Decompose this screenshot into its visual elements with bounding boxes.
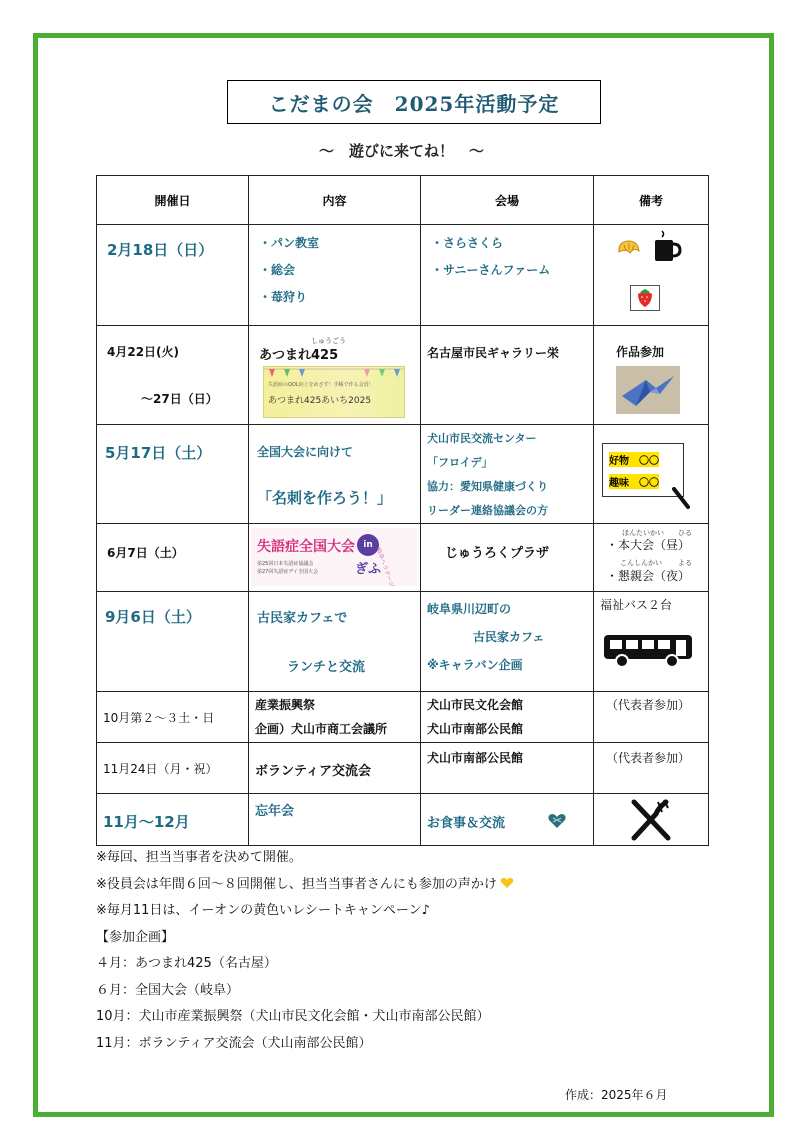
venue-item: 岐阜県川辺町の	[427, 602, 512, 616]
note-text: 作品参加	[616, 345, 665, 359]
venue-item: じゅうろくプラザ	[445, 546, 550, 561]
content-item: 古民家カフェで	[257, 611, 348, 626]
venue-item: 協力：愛知県健康づくり	[427, 480, 548, 493]
table-row	[97, 692, 709, 743]
row-date: 4月22日(火)	[107, 345, 180, 359]
note-line: ４月：あつまれ425（名古屋）	[96, 956, 277, 971]
note-line-text: ※役員会は年間６回～８回開催し、担当当事者さんにも参加の声かけ	[96, 876, 497, 892]
row-date: 11月～12月	[103, 813, 190, 831]
venue-item: 犬山市南部公民館	[427, 722, 524, 736]
page-subtitle: ～ 遊びに来てね！ ～	[318, 142, 484, 160]
origami-crane-icon	[616, 366, 680, 414]
row-date: 11月24日（月・祝）	[103, 762, 218, 776]
content-item: 「名刺を作ろう！」	[257, 489, 393, 507]
row-date: 9月6日（土）	[105, 608, 201, 626]
note-line: ６月：全国大会（岐阜）	[96, 982, 240, 998]
national-convention-banner	[251, 528, 417, 589]
content-item: ボランティア交流会	[255, 764, 371, 779]
note-line: ※毎回、担当当事者を決めて開催。	[96, 850, 302, 865]
table-header-row	[97, 176, 709, 225]
content-item: 企画）犬山市商工会議所	[255, 722, 388, 736]
note-text: （代表者参加）	[606, 698, 691, 712]
note-ruby: こんしんかい	[620, 559, 662, 567]
note-text: （代表者参加）	[606, 751, 691, 765]
bunting-flags-icon	[264, 367, 404, 381]
note-line: 10月：犬山市産業振興祭（犬山市民文化会館・犬山市南部公民館）	[96, 1009, 490, 1024]
banner-side: 岐阜ヘリテージ	[374, 546, 396, 589]
schedule-table	[96, 175, 709, 846]
row-date-end: ～27日（日）	[141, 392, 218, 406]
notes-section	[96, 848, 514, 1060]
table-row	[97, 743, 709, 794]
row-date: 10月第２～３土・日	[103, 711, 215, 725]
table-row	[97, 326, 709, 425]
header-content: 内容	[249, 176, 421, 225]
table-row	[97, 592, 709, 692]
venue-item: ・さらさくら	[431, 236, 504, 250]
banner-sub: 第25回日本失語症協議会	[257, 561, 314, 567]
venue-item: ※キャラバン企画	[427, 658, 523, 672]
note-ruby: ひる	[678, 529, 692, 537]
content-ruby: しゅうごう	[311, 337, 346, 345]
header-note: 備考	[594, 176, 709, 225]
atsumare-425-banner	[263, 366, 405, 418]
venue-item: 古民家カフェ	[473, 630, 545, 644]
row-date: 2月18日（日）	[107, 241, 214, 259]
card-line: 趣味 〇〇	[609, 474, 659, 489]
venue-item: 犬山市民文化会館	[427, 698, 524, 712]
table-row	[97, 524, 709, 592]
coffee-mug-icon	[652, 229, 682, 263]
pen-icon	[672, 487, 690, 509]
row-date: 6月7日（土）	[107, 546, 184, 560]
content-item: ・総会	[259, 263, 296, 277]
note-line: ※毎月11日は、イーオンの黄色いレシートキャンペーン♪	[96, 903, 430, 918]
bus-icon	[602, 632, 694, 670]
content-item: 全国大会に向けて	[257, 445, 354, 459]
banner-sub: 第27回失語症デイ全国大会	[257, 569, 319, 575]
venue-item: お食事＆交流	[427, 816, 506, 831]
note-ruby: よる	[678, 559, 692, 567]
venue-item: 「フロイデ」	[427, 456, 493, 469]
note-text: 福祉バス２台	[600, 598, 673, 612]
note-line: 【参加企画】	[96, 929, 175, 945]
content-item: ・パン教室	[259, 236, 320, 250]
content-item: ・苺狩り	[259, 290, 308, 304]
header-date: 開催日	[97, 176, 249, 225]
table-row	[97, 225, 709, 326]
note-ruby: ほんたいかい	[622, 529, 664, 537]
content-item: 忘年会	[255, 804, 295, 819]
yellow-heart-icon	[500, 877, 514, 889]
content-item: 産業振興祭	[255, 698, 316, 712]
content-title: あつまれ425	[259, 348, 339, 363]
title-box	[227, 80, 601, 124]
banner-title: 失語症全国大会	[257, 539, 355, 555]
banner-in: in	[357, 534, 379, 556]
table-row	[97, 794, 709, 846]
venue-item: 名古屋市民ギャラリー栄	[427, 346, 560, 360]
row-date: 5月17日（土）	[105, 444, 212, 462]
note-line: 11月：ボランティア交流会（犬山南部公民館）	[96, 1035, 372, 1051]
creation-date: 作成：2025年６月	[565, 1088, 668, 1102]
note-line	[96, 875, 514, 902]
strawberry-icon	[630, 285, 660, 311]
content-item: ランチと交流	[287, 660, 366, 675]
banner-caption: 失語症のQOL向上をめざす！手帳で作る会員！	[268, 382, 374, 388]
note-text: ・本大会（昼）	[606, 538, 691, 552]
note-text: ・懇親会（夜）	[606, 569, 691, 583]
page-title: こだまの会 2025年活動予定	[268, 91, 560, 116]
banner-place: ぎふ	[355, 562, 382, 577]
header-venue: 会場	[421, 176, 594, 225]
venue-item: ・サニーさんファーム	[431, 263, 551, 277]
heart-icon	[547, 812, 567, 830]
venue-item: 犬山市南部公民館	[427, 751, 524, 765]
venue-item: リーダー連絡協議会の方	[427, 504, 548, 517]
table-row	[97, 425, 709, 524]
venue-item: 犬山市民交流センター	[427, 432, 537, 445]
banner-title: あつまれ425あいち2025	[268, 396, 372, 406]
card-line: 好物 〇〇	[609, 452, 659, 467]
fork-knife-icon	[628, 798, 672, 842]
croissant-icon	[616, 237, 642, 261]
